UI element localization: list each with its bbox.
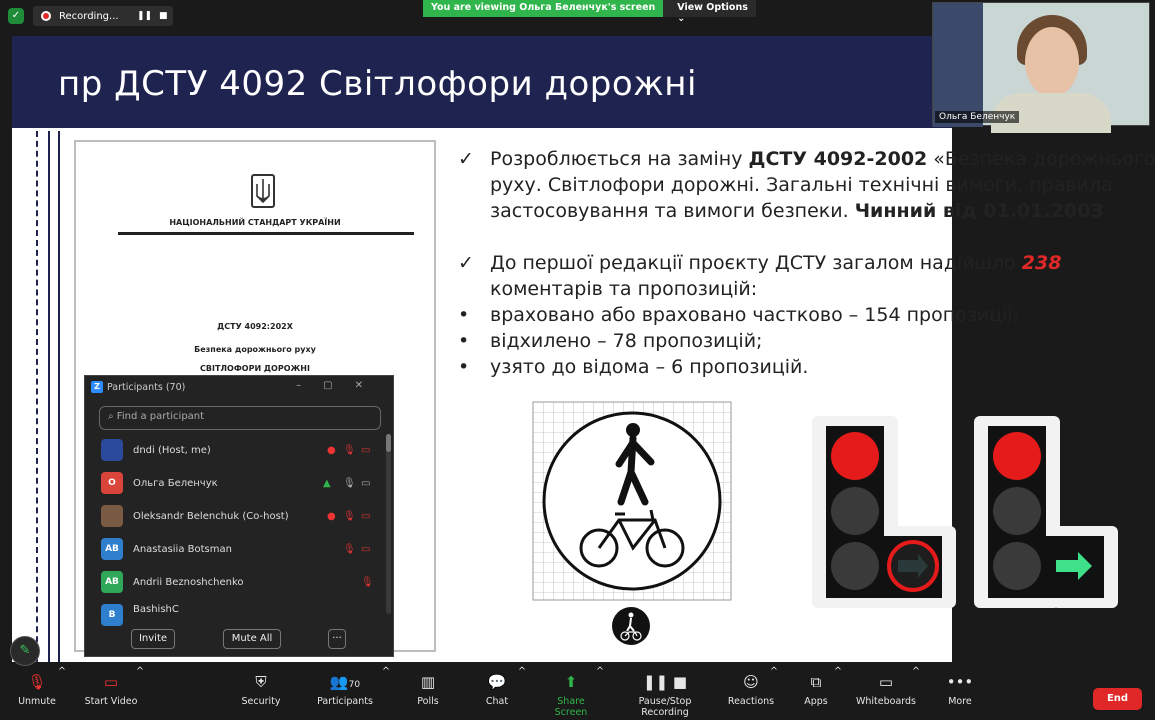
scrollbar-thumb[interactable] <box>386 434 391 452</box>
mic-muted-icon[interactable]: 🎙 <box>343 510 356 522</box>
window-controls <box>296 380 385 391</box>
slide-title: пр ДСТУ 4092 Світлофори дорожні <box>58 64 697 104</box>
avatar <box>101 505 123 527</box>
audio-options-chevron-icon[interactable]: ^ <box>58 666 66 677</box>
video-off-icon[interactable]: ▭ <box>361 444 371 456</box>
search-placeholder: Find a participant <box>116 411 205 422</box>
unmute-button[interactable] <box>14 666 60 720</box>
participant-search-input[interactable] <box>99 406 381 430</box>
chevron-down-icon: ⌄ <box>677 13 686 24</box>
annotate-pencil-icon[interactable]: ✎ <box>10 636 40 666</box>
traffic-light-green-arrow-icon <box>966 414 1136 612</box>
speaker-video-tile[interactable] <box>932 2 1150 126</box>
bookshelf <box>933 3 983 127</box>
apps-chevron-icon[interactable]: ^ <box>834 666 842 677</box>
more-button[interactable] <box>942 666 978 720</box>
video-options-chevron-icon[interactable]: ^ <box>136 666 144 677</box>
avatar: О <box>101 472 123 494</box>
minimize-icon[interactable]: – <box>296 380 324 391</box>
bullet-line: руху. Світлофори дорожні. Загальні технічні вимоги, правила <box>490 174 1113 196</box>
unmute-label: Unmute <box>18 696 56 707</box>
decorative-line <box>58 131 60 662</box>
participants-count: 70 <box>348 680 361 690</box>
pause-stop-recording-label: Pause/Stop Recording <box>638 696 692 718</box>
security-label: Security <box>241 696 281 707</box>
reactions-button[interactable] <box>726 666 776 720</box>
apps-button[interactable] <box>798 666 834 720</box>
document-rule <box>118 232 414 235</box>
speaker-face <box>1025 27 1079 97</box>
participant-name: Ольга Беленчук <box>133 477 218 489</box>
document-national-standard: НАЦІОНАЛЬНИЙ СТАНДАРТ УКРАЇНИ <box>169 218 341 227</box>
mic-muted-icon: 🎙 <box>27 673 47 691</box>
mic-muted-icon[interactable]: 🎙 <box>343 543 356 555</box>
bullet-line: узято до відома – 6 пропозицій. <box>490 356 809 378</box>
avatar <box>101 439 123 461</box>
participant-row[interactable] <box>85 600 385 620</box>
participants-title: Participants (70) <box>107 381 186 393</box>
participants-icon: 👥70 <box>329 673 361 691</box>
participant-row[interactable] <box>85 435 385 465</box>
shared-slide: пр ДСТУ 4092 Світлофори дорожні НАЦІОНАЛЬНИЙ СТАНДАРТ УКРАЇНИ ДСТУ 4092:202Х Безпека дорожнього руху СВІТЛОФОРИ ДОРОЖНІ ✓ Розроблюється на заміну ДСТУ 4092-2002 «Безпека дорожнього руху. Світлофори дорожні. Загальні технічні вимоги, правила застосовування та вимоги безпеки. Чинний від 01.01.2003 ✓ До першої редакції проєкту ДСТУ загалом надійшло 238 коментарів та пропозицій: • враховано або враховано частково – 154 пропозиції; • відхилено – 78 пропозицій; • узято до відома – 6 пропозицій. <box>12 36 952 662</box>
polls-icon: ▥ <box>420 673 436 691</box>
apps-icon: ⧉ <box>810 673 822 691</box>
checkmark-icon: ✓ <box>458 148 474 170</box>
slide-header <box>12 36 952 131</box>
video-off-icon[interactable]: ▭ <box>361 510 371 522</box>
pedestrian-bicycle-sign-icon <box>533 402 731 600</box>
chat-button[interactable] <box>480 666 514 720</box>
shield-icon: ⛨ <box>255 673 267 691</box>
document-subtitle2: СВІТЛОФОРИ ДОРОЖНІ <box>200 364 310 373</box>
share-screen-icon: ⬆ <box>564 673 578 691</box>
trident-emblem-icon <box>251 174 275 208</box>
more-label: More <box>948 696 972 707</box>
pause-stop-icon: ❚❚ ■ <box>642 673 688 691</box>
recording-dot-icon: ● <box>327 510 336 522</box>
bullet-line: враховано або враховано частково – 154 пропозиції; <box>490 304 1020 326</box>
participant-row[interactable] <box>85 567 385 597</box>
share-chevron-icon[interactable]: ^ <box>596 666 604 677</box>
sharing-icon: ▲ <box>323 477 331 489</box>
view-options-button[interactable] <box>663 0 756 24</box>
avatar: B <box>101 604 123 626</box>
security-shield-icon[interactable]: ✓ <box>8 8 24 24</box>
scrollbar[interactable] <box>386 434 391 614</box>
small-pedestrian-bicycle-icon <box>611 606 651 646</box>
video-off-icon: ▭ <box>103 673 119 691</box>
mic-on-icon[interactable]: 🎙 <box>343 477 356 489</box>
participants-panel <box>84 375 394 657</box>
participants-label: Participants <box>317 696 373 707</box>
start-video-button[interactable] <box>82 666 140 720</box>
chat-chevron-icon[interactable]: ^ <box>518 666 526 677</box>
participant-name: BashishC <box>133 604 179 615</box>
document-subtitle: Безпека дорожнього руху <box>194 345 316 354</box>
participant-name: dndi (Host, me) <box>133 444 211 456</box>
avatar: AB <box>101 538 123 560</box>
polls-button[interactable] <box>410 666 446 720</box>
recording-indicator <box>33 6 173 26</box>
viewing-banner <box>423 0 756 24</box>
document-code: ДСТУ 4092:202Х <box>217 322 293 331</box>
chat-icon: 💬 <box>487 673 507 691</box>
view-options-label: View Options <box>677 2 748 13</box>
whiteboards-button[interactable] <box>856 666 916 720</box>
record-dot-icon <box>41 11 51 21</box>
mic-muted-icon[interactable]: 🎙 <box>361 576 374 588</box>
participant-name: Andrii Beznoshchenko <box>133 576 244 588</box>
maximize-icon[interactable]: ▢ <box>323 380 355 391</box>
zoom-logo-icon: Z <box>91 381 103 393</box>
participants-footer <box>85 624 393 654</box>
checkmark-icon: ✓ <box>458 252 474 274</box>
participant-row[interactable] <box>85 501 385 531</box>
whiteboards-chevron-icon[interactable]: ^ <box>912 666 920 677</box>
recording-dot-icon: ● <box>327 444 336 456</box>
chat-label: Chat <box>485 696 509 707</box>
pause-stop-recording-button[interactable] <box>614 666 716 720</box>
participants-chevron-icon[interactable]: ^ <box>382 666 390 677</box>
participant-name: Oleksandr Belenchuk (Co-host) <box>133 510 289 522</box>
bullet-dot-icon: • <box>458 356 470 378</box>
meeting-toolbar <box>0 666 1152 720</box>
apps-label: Apps <box>804 696 828 707</box>
whiteboards-label: Whiteboards <box>856 696 917 707</box>
bullet-line: коментарів та пропозицій: <box>490 278 758 300</box>
decorative-line <box>48 131 50 662</box>
stop-recording-icon[interactable]: ■ <box>159 11 168 21</box>
more-dots-icon: ••• <box>946 673 974 691</box>
invite-button[interactable]: Invite <box>131 629 175 649</box>
recording-label: Recording... <box>59 10 119 22</box>
reactions-label: Reactions <box>727 696 775 707</box>
polls-label: Polls <box>417 696 439 707</box>
reactions-chevron-icon[interactable]: ^ <box>770 666 778 677</box>
start-video-label: Start Video <box>84 696 138 707</box>
more-options-button[interactable]: ··· <box>328 629 346 649</box>
end-meeting-button[interactable]: End <box>1093 688 1142 710</box>
pause-recording-icon[interactable]: ❚❚ <box>137 11 153 21</box>
bullet-line: відхилено – 78 пропозицій; <box>490 330 763 352</box>
whiteboard-icon: ▭ <box>878 673 894 691</box>
participant-name: Anastasiia Botsman <box>133 543 232 555</box>
bullet-dot-icon: • <box>458 330 470 352</box>
close-icon[interactable]: ✕ <box>354 380 385 391</box>
reactions-icon: ☺ <box>743 673 759 691</box>
traffic-light-red-arrow-icon <box>804 414 974 612</box>
speaker-name-label: Ольга Беленчук <box>935 111 1019 123</box>
avatar: AB <box>101 571 123 593</box>
mute-all-button[interactable]: Mute All <box>223 629 281 649</box>
share-screen-button[interactable] <box>540 666 602 720</box>
security-button[interactable] <box>236 666 286 720</box>
participants-header <box>85 376 393 398</box>
participant-row[interactable] <box>85 468 385 498</box>
participant-row[interactable] <box>85 534 385 564</box>
viewing-message: You are viewing Ольга Беленчук's screen <box>423 0 663 17</box>
participants-button[interactable] <box>314 666 376 720</box>
decorative-dashed-line <box>36 131 38 662</box>
mic-muted-icon[interactable]: 🎙 <box>343 444 356 456</box>
search-icon: ⌕ <box>108 411 114 422</box>
share-screen-label: Share Screen <box>554 696 588 718</box>
video-off-icon[interactable]: ▭ <box>361 543 371 555</box>
video-on-icon[interactable]: ▭ <box>361 477 371 489</box>
bullet-dot-icon: • <box>458 304 470 326</box>
